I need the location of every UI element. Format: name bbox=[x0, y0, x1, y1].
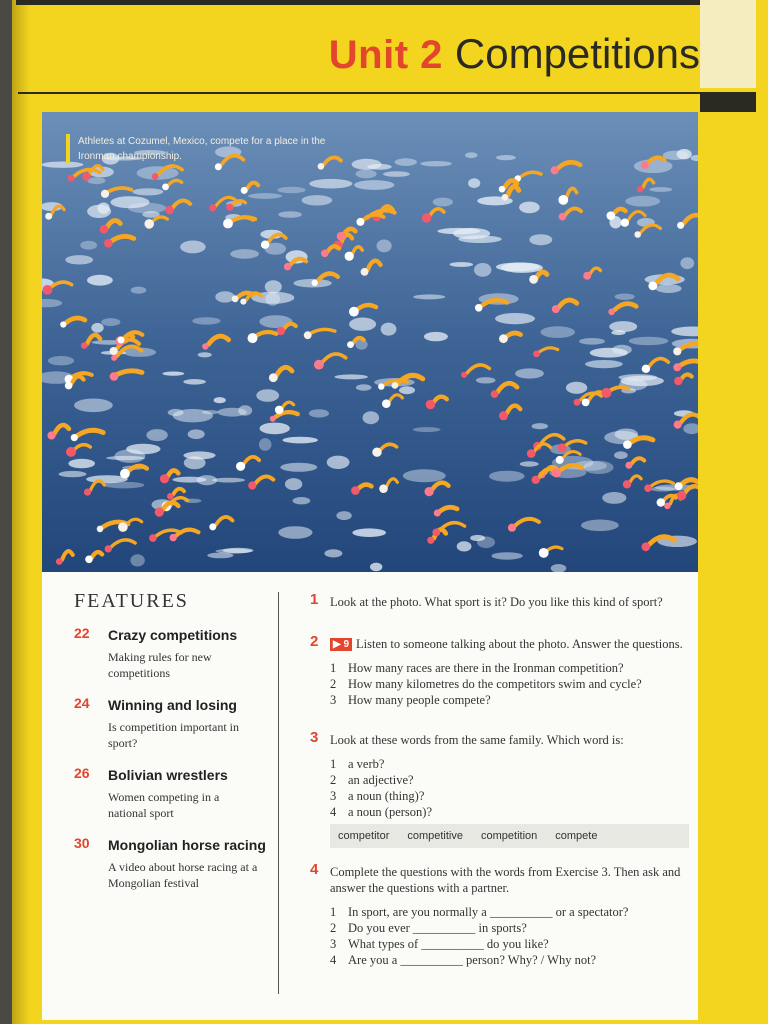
word-chip: competitor bbox=[338, 830, 390, 842]
feature-page-number: 22 bbox=[74, 625, 90, 641]
exercise-instruction: Look at these words from the same family. Which word is: bbox=[330, 733, 624, 747]
unit-number: Unit 2 bbox=[328, 33, 443, 77]
list-item: 4 Are you a __________ person? Why? / Why not? bbox=[330, 953, 597, 967]
feature-item[interactable] bbox=[74, 695, 274, 751]
feature-title: Mongolian horse racing bbox=[108, 837, 266, 853]
list-item: 1 How many races are there in the Ironman competition? bbox=[330, 661, 624, 675]
exercise-instruction: Look at the photo. What sport is it? Do you like this kind of sport? bbox=[330, 595, 663, 609]
list-item: 1 a verb? bbox=[330, 757, 385, 771]
top-edge bbox=[16, 0, 756, 5]
page-binding bbox=[12, 0, 30, 1024]
feature-title: Bolivian wrestlers bbox=[108, 767, 228, 783]
unit-name: Competitions bbox=[454, 30, 700, 77]
exercise-number: 1 bbox=[310, 591, 319, 608]
list-item: 1 In sport, are you normally a __________ or a spectator? bbox=[330, 905, 629, 919]
feature-description: Making rules for new competitions bbox=[108, 650, 212, 680]
exercise-instruction: Complete the questions with the words from Exercise 3. Then ask and answer the questions with a partner. bbox=[330, 865, 681, 895]
list-item: 2 an adjective? bbox=[330, 773, 414, 787]
word-chip: competition bbox=[481, 830, 538, 842]
feature-page-number: 24 bbox=[74, 695, 90, 711]
feature-page-number: 26 bbox=[74, 765, 90, 781]
exercise-instruction: Listen to someone talking about the photo. Answer the questions. bbox=[356, 637, 683, 651]
feature-description: A video about horse racing at a Mongolian festival bbox=[108, 860, 258, 890]
swimmers-photo bbox=[42, 112, 698, 572]
feature-description: Is competition important in sport? bbox=[108, 720, 239, 750]
title-rule-tab bbox=[700, 92, 756, 112]
feature-title: Winning and losing bbox=[108, 697, 237, 713]
features-list bbox=[74, 590, 274, 905]
feature-item[interactable] bbox=[74, 625, 274, 681]
facing-page-edge bbox=[700, 0, 756, 88]
list-item: 4 a noun (person)? bbox=[330, 805, 432, 819]
column-divider bbox=[278, 592, 279, 994]
question-list bbox=[330, 660, 690, 708]
audio-track-icon[interactable]: ▶ 9 bbox=[330, 638, 352, 651]
question-list bbox=[330, 756, 690, 820]
list-item: 2 Do you ever __________ in sports? bbox=[330, 921, 527, 935]
list-item: 3 How many people compete? bbox=[330, 693, 491, 707]
features-heading: FEATURES bbox=[74, 590, 189, 612]
title-rule bbox=[18, 92, 700, 94]
exercise-2 bbox=[310, 633, 690, 708]
exercise-3 bbox=[310, 729, 690, 820]
exercise-number: 2 bbox=[310, 633, 319, 650]
exercise-number: 3 bbox=[310, 729, 319, 746]
list-item: 3 What types of __________ do you like? bbox=[330, 937, 549, 951]
feature-description: Women competing in a national sport bbox=[108, 790, 220, 820]
swimmers-illustration bbox=[42, 112, 698, 572]
feature-item[interactable] bbox=[74, 765, 274, 821]
exercise-1 bbox=[310, 591, 690, 610]
word-chip: competitive bbox=[407, 830, 463, 842]
word-family-box bbox=[330, 824, 689, 848]
unit-title bbox=[0, 30, 700, 82]
feature-title: Crazy competitions bbox=[108, 627, 238, 643]
feature-page-number: 30 bbox=[74, 835, 90, 851]
exercise-4 bbox=[310, 861, 690, 968]
photo-caption: Athletes at Cozumel, Mexico, compete for a place in the Ironman championship. bbox=[66, 134, 326, 164]
list-item: 3 a noun (thing)? bbox=[330, 789, 425, 803]
word-chip: compete bbox=[555, 830, 598, 842]
question-list bbox=[330, 904, 690, 968]
feature-item[interactable] bbox=[74, 835, 274, 891]
list-item: 2 How many kilometres do the competitors swim and cycle? bbox=[330, 677, 642, 691]
exercise-number: 4 bbox=[310, 861, 319, 878]
